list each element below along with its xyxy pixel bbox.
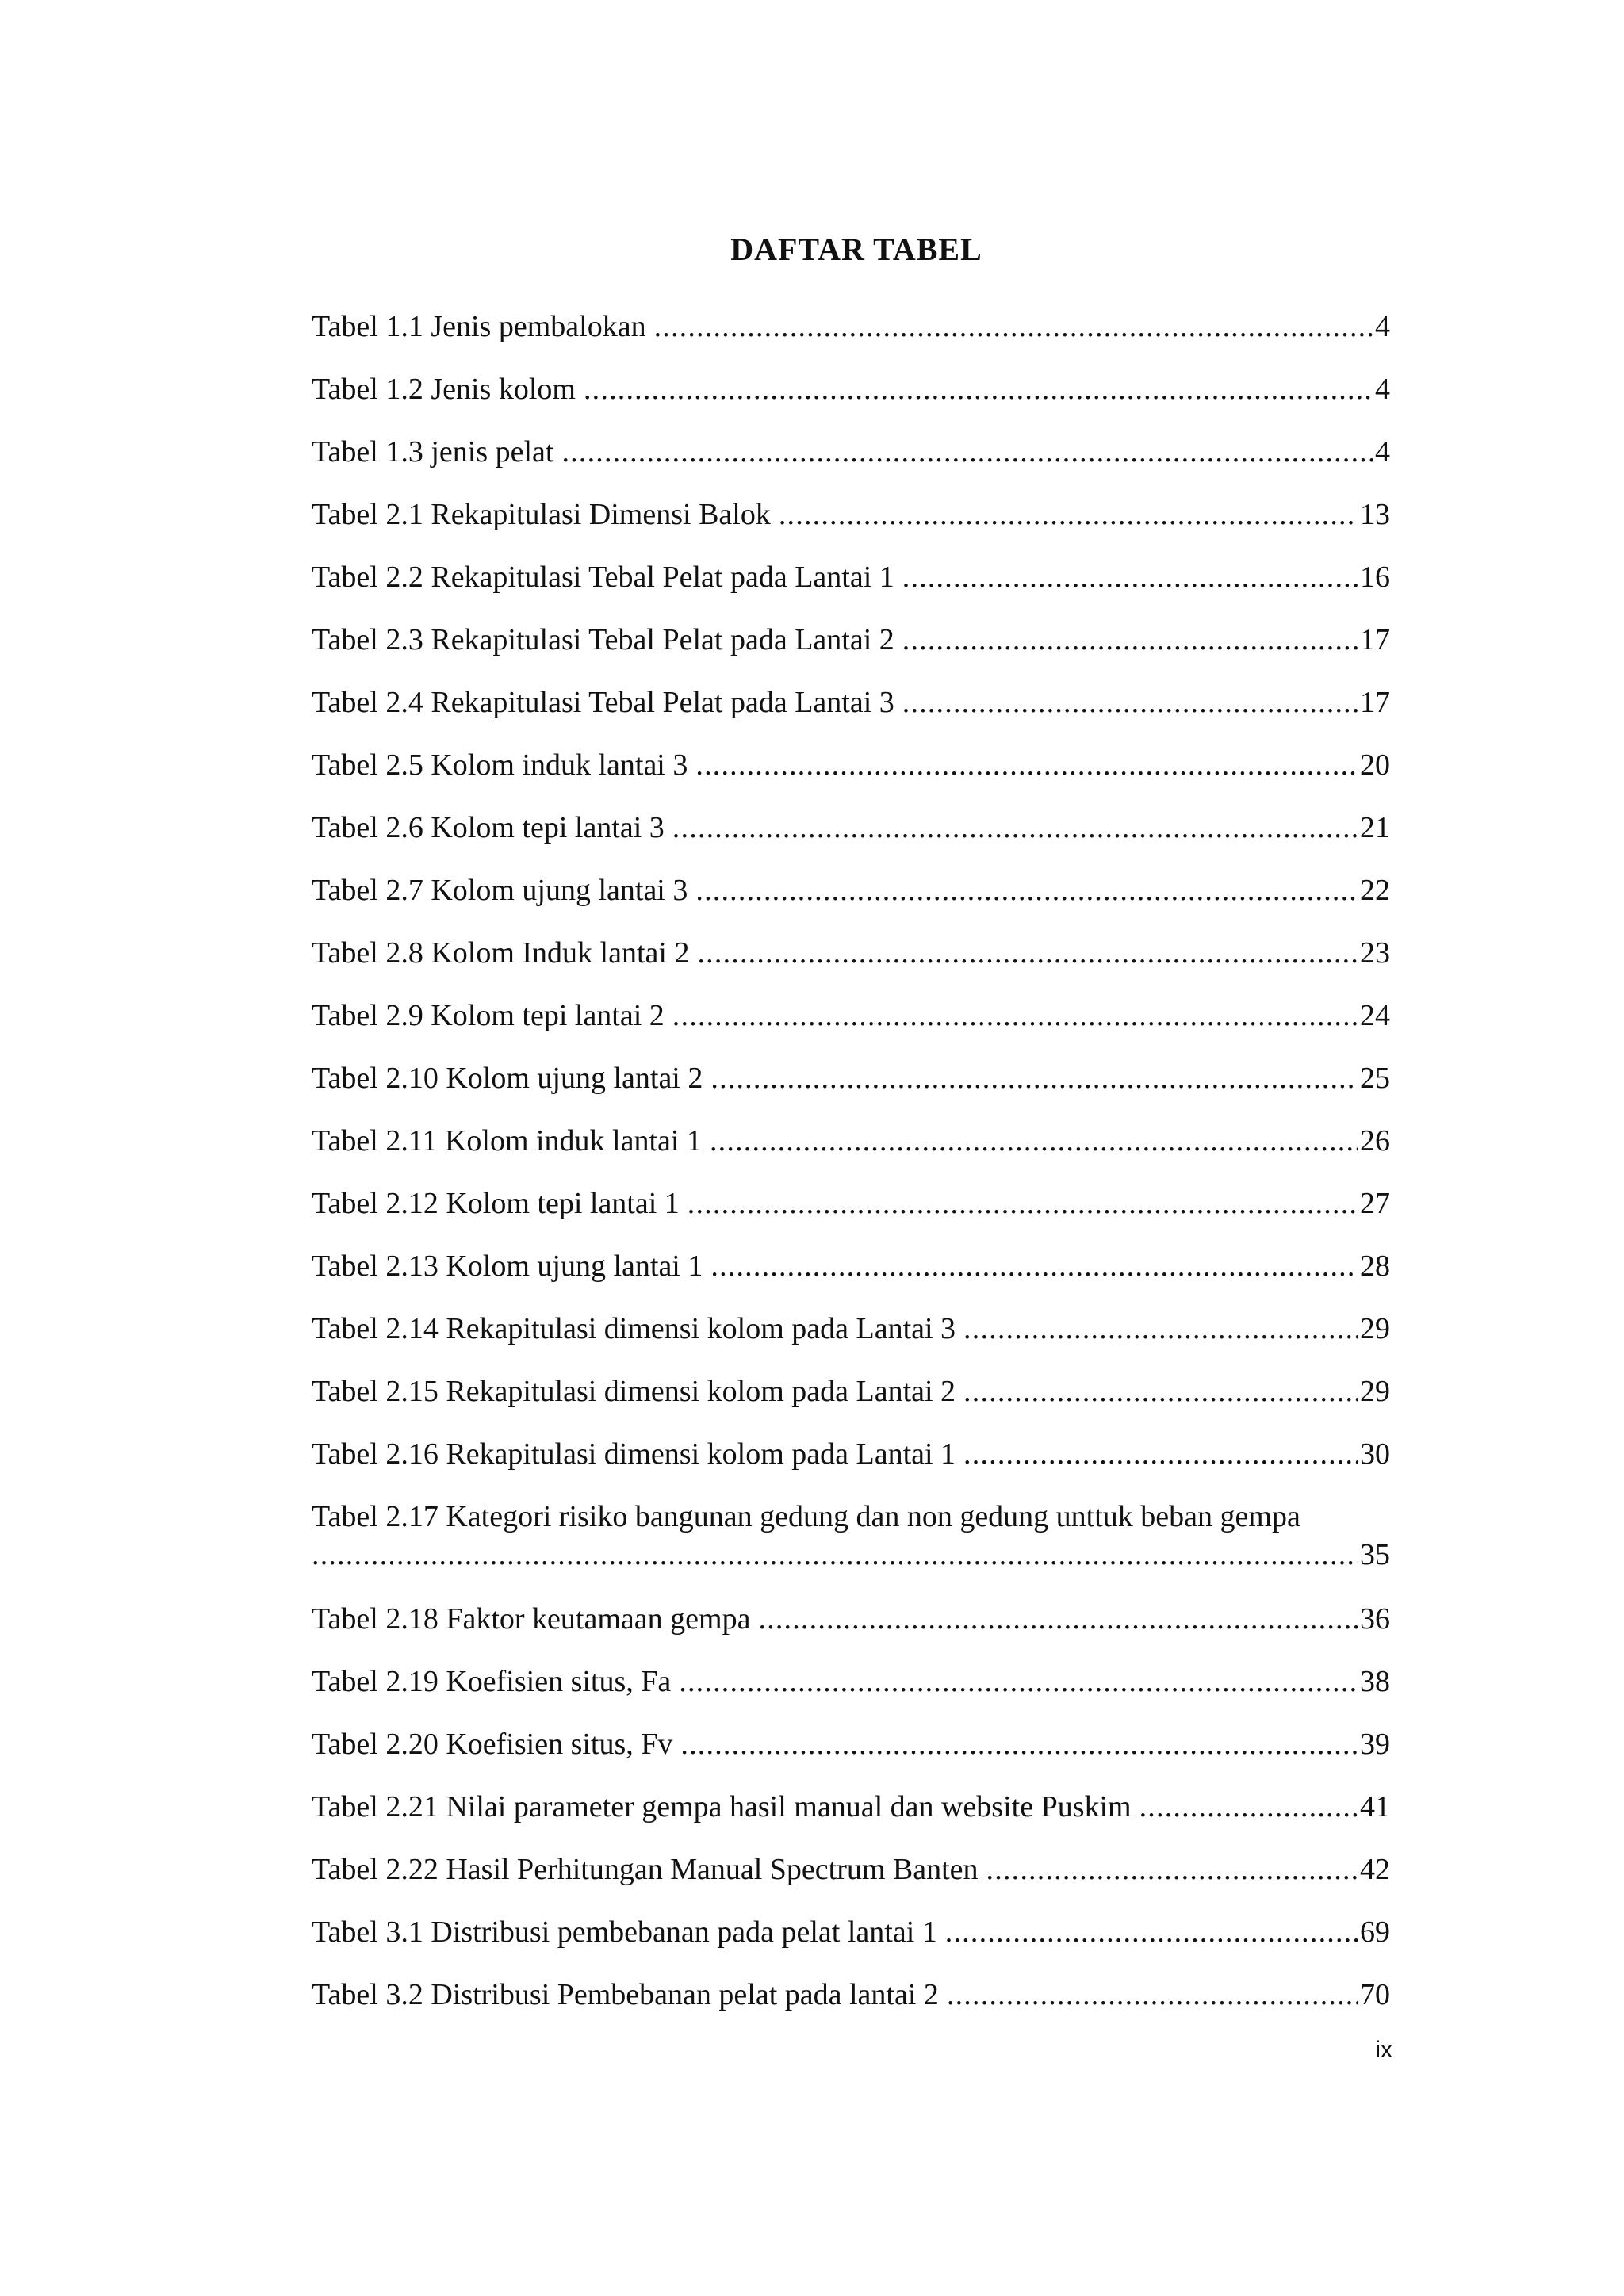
dot-leader xyxy=(688,1184,1358,1223)
entry-page-number: 38 xyxy=(1360,1665,1390,1698)
entry-page-number: 27 xyxy=(1360,1187,1390,1220)
entry-label: Tabel 2.14 Rekapitulasi dimensi kolom pada Lantai 3 xyxy=(312,1312,956,1345)
page-title: DAFTAR TABEL xyxy=(730,232,982,267)
entry-page-number: 21 xyxy=(1360,811,1390,844)
dot-leader xyxy=(584,370,1373,408)
entry-label: Tabel 1.2 Jenis kolom xyxy=(312,373,576,406)
entry-page-number: 16 xyxy=(1360,561,1390,594)
toc-entry[interactable] xyxy=(312,558,1390,596)
entry-page-number: 17 xyxy=(1360,686,1390,719)
toc-entry[interactable] xyxy=(312,871,1390,909)
entry-label: Tabel 2.18 Faktor keutamaan gempa xyxy=(312,1602,751,1636)
entry-label: Tabel 2.12 Kolom tepi lantai 1 xyxy=(312,1187,680,1220)
entry-label: Tabel 2.13 Kolom ujung lantai 1 xyxy=(312,1249,703,1283)
toc-entry[interactable] xyxy=(312,496,1390,534)
toc-entry[interactable] xyxy=(312,997,1390,1035)
dot-leader xyxy=(945,1913,1358,1951)
entry-label: Tabel 2.5 Kolom induk lantai 3 xyxy=(312,748,688,782)
entry-label: Tabel 2.21 Nilai parameter gempa hasil manual dan website Puskim xyxy=(312,1790,1132,1823)
entry-label: Tabel 2.4 Rekapitulasi Tebal Pelat pada Lantai 3 xyxy=(312,686,894,719)
entry-page-number: 17 xyxy=(1360,623,1390,656)
toc-entry[interactable] xyxy=(312,370,1390,408)
entry-page-number: 41 xyxy=(1360,1790,1390,1823)
toc-entry[interactable] xyxy=(312,1310,1390,1348)
toc-entry[interactable] xyxy=(312,1372,1390,1410)
toc-entry[interactable] xyxy=(312,1247,1390,1285)
entry-label: Tabel 2.11 Kolom induk lantai 1 xyxy=(312,1124,702,1158)
entry-label: Tabel 2.9 Kolom tepi lantai 2 xyxy=(312,999,665,1032)
dot-leader xyxy=(947,1976,1358,2014)
entry-label: Tabel 2.10 Kolom ujung lantai 2 xyxy=(312,1062,703,1095)
toc-entry[interactable] xyxy=(312,1663,1390,1701)
dot-leader xyxy=(680,1725,1358,1763)
toc-entry[interactable] xyxy=(312,1184,1390,1223)
dot-leader xyxy=(902,621,1358,659)
toc-entry[interactable] xyxy=(312,1059,1390,1097)
entry-label: Tabel 2.22 Hasil Perhitungan Manual Spectrum Banten xyxy=(312,1853,979,1886)
entry-page-number: 25 xyxy=(1360,1062,1390,1095)
dot-leader xyxy=(710,1059,1358,1097)
entry-label: Tabel 2.2 Rekapitulasi Tebal Pelat pada Lantai 1 xyxy=(312,561,894,594)
entry-page-number: 13 xyxy=(1360,498,1390,531)
toc-entry[interactable] xyxy=(312,1435,1390,1473)
entry-label: Tabel 2.19 Koefisien situs, Fa xyxy=(312,1665,672,1698)
toc-entry[interactable] xyxy=(312,1788,1390,1826)
entry-label: Tabel 1.1 Jenis pembalokan xyxy=(312,310,646,343)
entry-label: Tabel 2.15 Rekapitulasi dimensi kolom pada Lantai 2 xyxy=(312,1375,956,1408)
toc-entry[interactable] xyxy=(312,433,1390,471)
dot-leader xyxy=(710,1247,1358,1285)
toc-entry[interactable] xyxy=(312,1976,1390,2014)
entry-page-number: 24 xyxy=(1360,999,1390,1032)
entry-page-number: 20 xyxy=(1360,748,1390,782)
toc-entry-wrapped[interactable] xyxy=(312,1498,1390,1574)
entry-label: Tabel 2.16 Rekapitulasi dimensi kolom pada Lantai 1 xyxy=(312,1437,956,1471)
dot-leader xyxy=(695,746,1358,784)
toc-entry[interactable] xyxy=(312,621,1390,659)
entry-page-number: 42 xyxy=(1360,1853,1390,1886)
entry-page-number: 4 xyxy=(1375,310,1390,343)
dot-leader xyxy=(561,433,1373,471)
entry-label: Tabel 3.1 Distribusi pembebanan pada pelat lantai 1 xyxy=(312,1915,937,1949)
entry-label: Tabel 2.7 Kolom ujung lantai 3 xyxy=(312,874,688,907)
dot-leader xyxy=(1139,1788,1358,1826)
dot-leader xyxy=(902,558,1358,596)
page-number: ix xyxy=(1375,2037,1392,2063)
entry-page-number: 69 xyxy=(1360,1915,1390,1949)
entry-page-number: 28 xyxy=(1360,1249,1390,1283)
toc-entry[interactable] xyxy=(312,1725,1390,1763)
entry-label: Tabel 2.20 Koefisien situs, Fv xyxy=(312,1728,673,1761)
entry-page-number: 29 xyxy=(1360,1375,1390,1408)
dot-leader xyxy=(672,809,1358,847)
dot-leader xyxy=(963,1372,1358,1410)
toc-entry[interactable] xyxy=(312,1913,1390,1951)
dot-leader xyxy=(710,1122,1358,1160)
dot-leader xyxy=(758,1600,1358,1638)
toc-entry[interactable] xyxy=(312,746,1390,784)
entry-label: Tabel 3.2 Distribusi Pembebanan pelat pada lantai 2 xyxy=(312,1978,939,2011)
toc-entry[interactable] xyxy=(312,683,1390,721)
dot-leader xyxy=(697,934,1358,972)
entry-page-number: 22 xyxy=(1360,874,1390,907)
entry-page-number: 4 xyxy=(1375,435,1390,469)
entry-page-number: 39 xyxy=(1360,1728,1390,1761)
entry-page-number: 36 xyxy=(1360,1602,1390,1636)
entry-page-number: 35 xyxy=(1360,1538,1390,1571)
dot-leader xyxy=(986,1850,1358,1888)
dot-leader xyxy=(695,871,1358,909)
entry-page-number: 26 xyxy=(1360,1124,1390,1158)
entry-label: Tabel 2.1 Rekapitulasi Dimensi Balok xyxy=(312,498,771,531)
toc-entry[interactable] xyxy=(312,308,1390,346)
toc-entry[interactable] xyxy=(312,1122,1390,1160)
toc-entry[interactable] xyxy=(312,809,1390,847)
entry-label: Tabel 1.3 jenis pelat xyxy=(312,435,554,469)
entry-label: Tabel 2.6 Kolom tepi lantai 3 xyxy=(312,811,665,844)
dot-leader xyxy=(679,1663,1358,1701)
entry-label: Tabel 2.8 Kolom Induk lantai 2 xyxy=(312,936,690,970)
entry-page-number: 30 xyxy=(1360,1437,1390,1471)
entry-page-number: 4 xyxy=(1375,373,1390,406)
dot-leader xyxy=(312,1536,1358,1574)
entry-page-number: 29 xyxy=(1360,1312,1390,1345)
dot-leader xyxy=(963,1435,1358,1473)
entry-page-number: 70 xyxy=(1360,1978,1390,2011)
dot-leader xyxy=(902,683,1358,721)
dot-leader xyxy=(654,308,1373,346)
entry-label: Tabel 2.17 Kategori risiko bangunan gedung dan non gedung unttuk beban gempa xyxy=(312,1500,1300,1533)
toc-entry[interactable] xyxy=(312,1850,1390,1888)
entry-label: Tabel 2.3 Rekapitulasi Tebal Pelat pada Lantai 2 xyxy=(312,623,894,656)
entry-page-number: 23 xyxy=(1360,936,1390,970)
dot-leader xyxy=(672,997,1358,1035)
toc-entry[interactable] xyxy=(312,1600,1390,1638)
toc-entry[interactable] xyxy=(312,934,1390,972)
dot-leader xyxy=(779,496,1358,534)
dot-leader xyxy=(963,1310,1358,1348)
